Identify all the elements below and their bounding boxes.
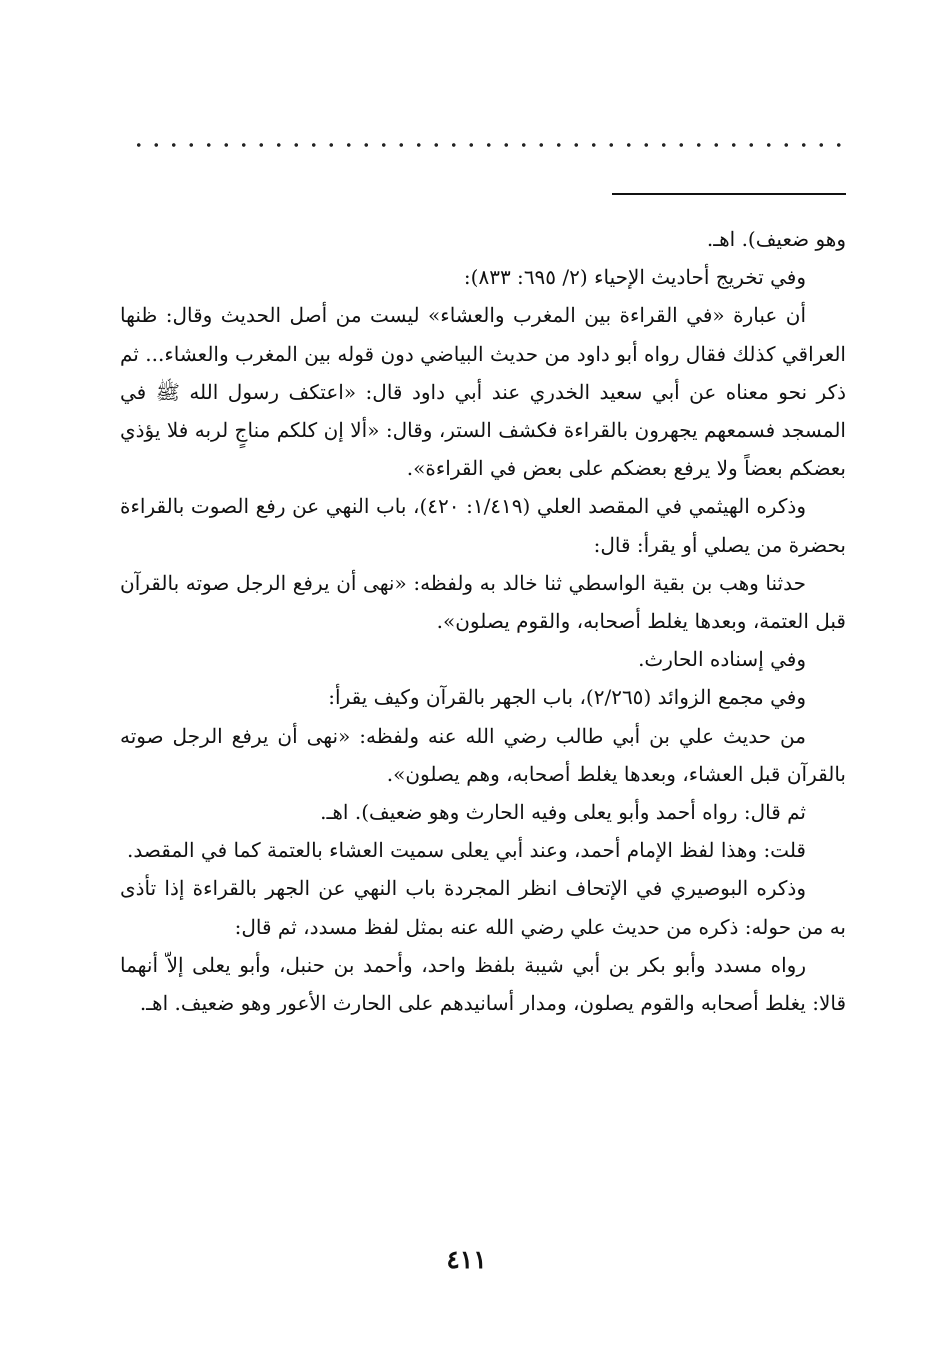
paragraph: وذكره الهيثمي في المقصد العلي (١/٤١٩: ٤٢٠)، باب النهي عن رفع الصوت بالقراءة بحضرة من يصلي أو يقرأ: قال: <box>120 494 846 557</box>
paragraph: وهو ضعيف). اهـ. <box>706 227 846 251</box>
paragraph: وفي تخريج أحاديث الإحياء (٢/ ٦٩٥: ٨٣٣): <box>463 265 806 290</box>
footnote-text <box>120 220 846 1022</box>
footnote-rule <box>612 193 846 195</box>
paragraph: من حديث علي بن أبي طالب رضي الله عنه ولفظه: «نهى أن يرفع الرجل صوته بالقرآن قبل العشاء، وبعدها يغلط أصحابه، وهم يصلون». <box>120 723 846 786</box>
page-number: ٤١١ <box>446 1245 487 1274</box>
paragraph: حدثنا وهب بن بقية الواسطي ثنا خالد به ولفظه: «نهى أن يرفع الرجل صوته بالقرآن قبل العتمة، وبعدها يغلط أصحابه، والقوم يصلون». <box>120 570 846 634</box>
paragraph: أن عبارة «في القراءة بين المغرب والعشاء» ليست من أصل الحديث وقال: ظنها العراقي كذلك فقال رواه أبو داود من حديث البياضي دون قوله بين المغرب والعشاء... ثم ذكر نحو معناه عن أبي سعيد الخدري عند أبي داود قال: «اعتكف رسول الله ﷺ في المسجد فسمعهم يجهرون بالقراءة فكشف الستر، وقال: «ألا إن كلكم مناجٍ لربه فلا يؤذي بعضكم بعضاً ولا يرفع بعضكم على بعض في القراءة». <box>120 303 846 481</box>
paragraph: قلت: وهذا لفظ الإمام أحمد، وعند أبي يعلى سميت العشاء بالعتمة كما في المقصد. <box>127 838 806 863</box>
paragraph: وفي إسناده الحارث. <box>638 647 806 672</box>
dotted-separator <box>130 138 846 152</box>
paragraph: رواه مسدد وأبو بكر بن أبي شيبة بلفظ واحد، وأحمد بن حنبل، وأبو يعلى إلاّ أنهما قالا: يغلط أصحابه والقوم يصلون، ومدار أسانيدهم على الحارث الأعور وهو ضعيف. اهـ. <box>120 952 846 1016</box>
paragraph: ثم قال: رواه أحمد وأبو يعلى وفيه الحارث وهو ضعيف). اهـ. <box>320 800 806 825</box>
paragraph: وفي مجمع الزوائد (٢/٢٦٥)، باب الجهر بالقرآن وكيف يقرأ: <box>328 685 806 710</box>
paragraph: وذكره البوصيري في الإتحاف انظر المجردة باب النهي عن الجهر بالقراءة إذا تأذى به من حوله: ذكره من حديث علي رضي الله عنه بمثل لفظ مسدد، ثم قال: <box>120 876 846 939</box>
